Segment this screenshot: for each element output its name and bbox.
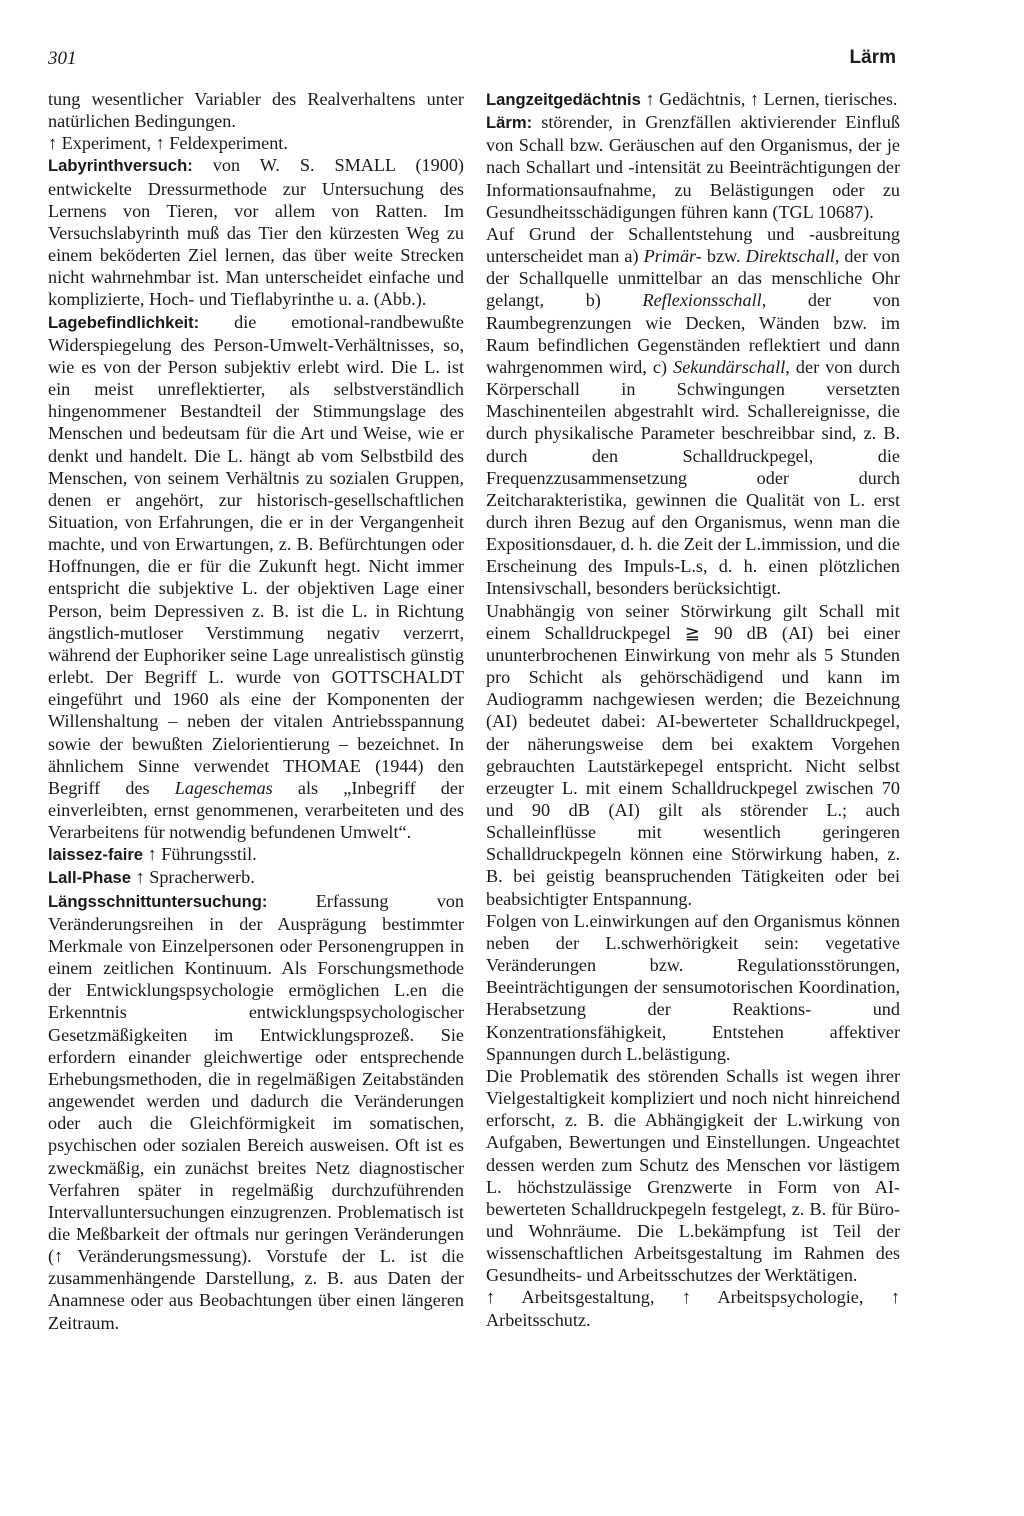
text: bzw. bbox=[701, 246, 746, 267]
entry-labyrinthversuch bbox=[48, 154, 464, 310]
lemma: Längsschnittuntersuchung: bbox=[48, 891, 268, 911]
paragraph-grenzwerte: Unabhängig von seiner Störwirkung gilt Schall mit einem Schalldruckpegel ≧ 90 dB (AI) bei einer ununterbrochenen Einwirkung von mehr als 5 Stunden pro Schicht als gehörschädigend und kann im Audiogramm nachgewiesen werden; die Bezeichnung (AI) bedeutet dabei: AI-bewerteter Schalldruckpegel, der näherungsweise dem bei exaktem Vorgehen gebrauchten Lautstärkepegel entspricht. Nicht selbst erzeugter L. mit einem Schalldruckpegel zwischen 70 und 90 dB (AI) gilt als störender L.; auch Schalleinflüsse mit wesentlich geringeren Schalldruckpegeln können eine Störwirkung haben, z. B. bei geistig beanspruchenden Tätigkeiten oder bei beabsichtigter Entspannung. bbox=[486, 600, 900, 909]
running-head: Lärm bbox=[849, 47, 896, 68]
text: , der von der Schallquelle unmittelbar an das menschliche Ohr gelangt, b) bbox=[486, 246, 900, 311]
entry-italic: Lageschemas bbox=[174, 777, 273, 798]
entry-lagebefindlichkeit bbox=[48, 311, 464, 844]
lemma: Labyrinthversuch: bbox=[48, 156, 193, 176]
entry-laerm bbox=[486, 111, 900, 223]
entry-lall-phase bbox=[48, 866, 464, 889]
entry-text: ↑ Führungsstil. bbox=[143, 844, 257, 865]
entry-laissez-faire bbox=[48, 843, 464, 866]
entry-laengsschnittuntersuchung bbox=[48, 890, 464, 1334]
entry-text: die emotional-randbewußte Widerspiegelung des Person-Umwelt-Verhältnisses, so, wie es von der Person subjektiv erlebt wird. Die L. ist ein meist unreflektierter, als selbstverständlich hingenommener Bestandteil der Stimmungslage des Menschen und bedeutsam für die Art und Weise, wie er denkt und handelt. Die L. hängt ab vom Selbstbild des Menschen, von seinem Verhältnis zu sozialen Gruppen, denen er angehört, zur historisch-gesellschaftlichen Situation, von Erfahrungen, die er in der Vergangenheit machte, und von Erwartungen, z. B. Befürchtungen oder Hoffnungen, die er für die Zukunft hegt. Nicht immer entspricht die subjektive L. der objektiven Lage einer Person, beim Depressiven z. B. ist die L. in Richtung ängstlich-mutloser Verstimmung negativ verzerrt, während der Euphoriker seine Lage unrealistisch günstig erlebt. Der Begriff L. wurde von GOTTSCHALDT eingeführt und 1960 als eine der Komponenten der Willenshaltung – neben der vitalen Antriebsspannung sowie der bewußten Zielorientierung – bezeichnet. In ähnlichem Sinne verwendet THOMAE (1944) den Begriff des bbox=[48, 311, 464, 798]
paragraph-problematik: Die Problematik des störenden Schalls ist wegen ihrer Vielgestaltigkeit kompliziert und noch nicht hinreichend erforscht, z. B. die Abhängigkeit der L.wirkung von Aufgaben, Bewertungen und Einstellungen. Ungeachtet dessen werden zum Schutz des Menschen vor lästigem L. höchstzulässige Grenzwerte in Form von AI-bewerteten Schalldruckpegeln festgelegt, z. B. für Büro- und Wohnräume. Die L.bekämpfung ist Teil der wissenschaftlichen Arbeitsgestaltung im Rahmen des Gesundheits- und Arbeitsschutzes der Werktätigen. bbox=[486, 1065, 900, 1286]
page-number: 301 bbox=[48, 48, 77, 69]
text: , der von durch Körperschall in Schwingungen versetzten Maschinenteilen abgestrahlt wird. Schallereignisse, die durch physikalische Parameter beschreibbar sind, z. B. durch den Schalldruckpegel, die Frequenzzusammensetzung oder durch Zeitcharakteristika, gewinnen die Qualität von L. erst durch ihren Bezug auf den Organismus, wenn man die Expositionsdauer, d. h. die Zeit der L.immission, und die Erscheinung des Impuls-L.s, d. h. einen plötzlichen Intensivschall, besonders berücksichtigt. bbox=[486, 356, 900, 599]
entry-text: störender, in Grenzfällen aktivierender Einfluß von Schall bzw. Geräuschen auf den Organismus, der je nach Schallart und -intensität zu Beeinträchtigungen der Informationsaufnahme, zu Belästigungen oder zu Gesundheitsschädigungen führen kann (TGL 10687). bbox=[486, 112, 900, 222]
italic-term: Direktschall bbox=[745, 246, 835, 267]
cross-reference: ↑ Arbeitsgestaltung, ↑ Arbeitspsychologie, ↑ Arbeitsschutz. bbox=[486, 1287, 900, 1330]
entry-text: Erfassung von Veränderungsreihen in der Ausprägung bestimmter Merkmale von Einzelpersonen oder Personengruppen in einem zeitlichen Kontinuum. Als Forschungsmethode der Entwicklungspsychologie ermöglichen L.en die Erkenntnis entwicklungspsychologischer Gesetzmäßigkeiten im Entwicklungsprozeß. Sie erfordern einander gleichwertige oder entsprechende Erhebungsmethoden, die in regelmäßigen Zeitabständen angewendet werden und dadurch die Veränderungen oder auch die Gleichförmigkeit im somatischen, psychischen oder sozialen Bereich ausweisen. Oft ist es zweckmäßig, ein zunächst breites Netz diagnostischer Verfahren später in regelmäßig durchzuführenden Intervalluntersuchungen einzugrenzen. Problematisch ist die Meßbarkeit der oftmals nur geringen Veränderungen (↑ Veränderungsmessung). Vorstufe der L. ist die zusammenhängende Darstellung, z. B. aus Daten der Anamnese oder aus Beobachtungen über einen längeren Zeitraum. bbox=[48, 890, 464, 1333]
lemma: Lagebefindlichkeit: bbox=[48, 312, 200, 332]
lemma: laissez-faire bbox=[48, 845, 144, 865]
right-column bbox=[486, 88, 900, 1331]
entry-text: ↑ Gedächtnis, ↑ Lernen, tierisches. bbox=[640, 89, 898, 109]
italic-term: Reflexionsschall bbox=[642, 290, 762, 311]
text: Auf Grund der Schallentstehung und -ausbreitung unterscheidet man a) bbox=[486, 223, 900, 267]
lemma: Lall-Phase bbox=[48, 868, 132, 888]
italic-term: Primär- bbox=[643, 246, 702, 267]
entry-text: von W. S. SMALL (1900) entwickelte Dressurmethode zur Untersuchung des Lernens von Tieren, vor allem von Ratten. Im Versuchslabyrinth muß das Tier den kürzesten Weg zu einem beköderten Ziel lernen, das über weite Strecken nicht wahrnehmbar ist. Man unterscheidet einfache und komplizierte, Hoch- und Tieflabyrinthe u. a. (Abb.). bbox=[48, 155, 464, 310]
paragraph-schallarten bbox=[486, 223, 900, 600]
entry-langzeitgedaechtnis bbox=[486, 88, 900, 111]
lemma: Lärm: bbox=[486, 113, 533, 133]
left-column bbox=[48, 88, 464, 1334]
lemma: Langzeitgedächtnis bbox=[486, 90, 641, 109]
cross-reference: ↑ Experiment, ↑ Feldexperiment. bbox=[48, 133, 288, 154]
paragraph-continuation: tung wesentlicher Variabler des Realverhaltens unter natürlichen Bedingungen. bbox=[48, 89, 464, 132]
text: , der von Raumbegrenzungen wie Decken, Wänden bzw. im Raum befindlichen Gegenständen reflektiert und dann wahrgenommen wird, c) bbox=[486, 290, 900, 377]
entry-text: als „Inbegriff der einverleibten, ernst genommenen, verarbeiteten und des Verarbeitens für notwendig befundenen Umwelt“. bbox=[48, 777, 465, 843]
entry-text: ↑ Spracherwerb. bbox=[131, 867, 255, 888]
paragraph-folgen: Folgen von L.einwirkungen auf den Organismus können neben der L.schwerhörigkeit sein: vegetative Veränderungen bzw. Regulationsstörungen, Beeinträchtigungen der sensumotorischen Koordination, Herabsetzung der Reaktions- und Konzentrationsfähigkeit, Entstehen affektiver Spannungen durch L.belästigung. bbox=[486, 910, 900, 1064]
italic-term: Sekundärschall bbox=[673, 356, 786, 377]
